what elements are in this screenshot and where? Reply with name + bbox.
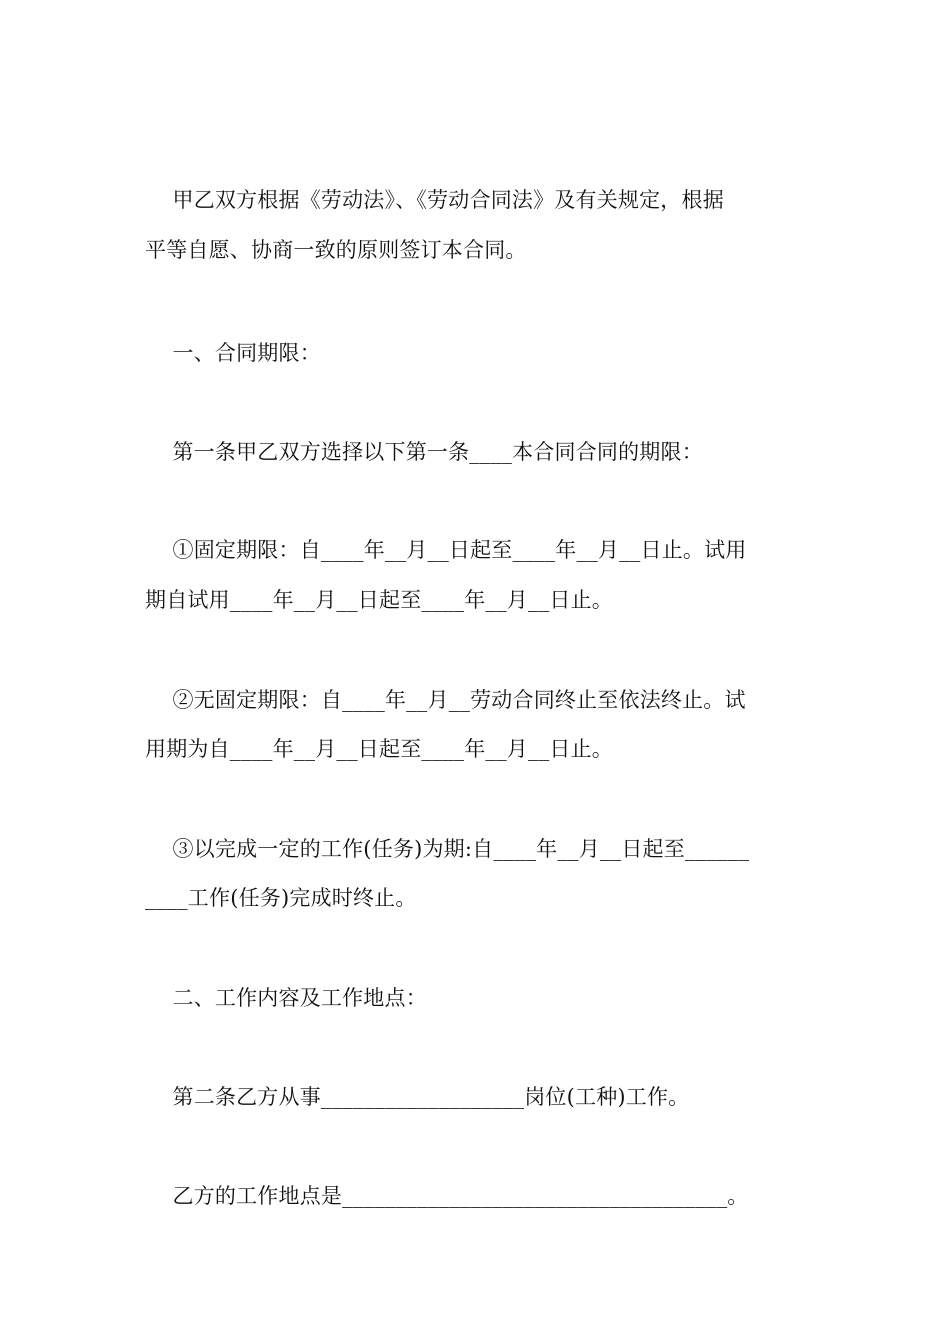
option-1-line-2: 期自试用____年__月__日起至____年__月__日止。 [145,588,613,612]
preamble-line-2: 平等自愿、协商一致的原则签订本合同。 [145,238,527,262]
work-location-line: 乙方的工作地点是____________________________________。 [145,1184,749,1208]
article-2-line: 第二条乙方从事___________________岗位(工种)工作。 [145,1085,690,1109]
option-2-line-2: 用期为自____年__月__日起至____年__月__日止。 [145,737,613,761]
option-2-line-1: ②无固定期限：自____年__月__劳动合同终止至依法终止。试 [145,688,746,712]
section-1-heading: 一、合同期限： [145,341,321,365]
article-1-line: 第一条甲乙双方选择以下第一条____本合同合同的期限： [145,440,703,464]
option-3-line-2: ____工作(任务)完成时终止。 [145,886,417,910]
option-3-line-1: ③以完成一定的工作(任务)为期:自____年__月__日起至______ [145,837,750,861]
section-2-heading: 二、工作内容及工作地点： [145,986,427,1010]
option-1-line-1: ①固定期限：自____年__月__日起至____年__月__日止。试用 [145,538,747,562]
preamble-line-1: 甲乙双方根据《劳动法》、《劳动合同法》及有关规定，根据 [145,188,724,212]
